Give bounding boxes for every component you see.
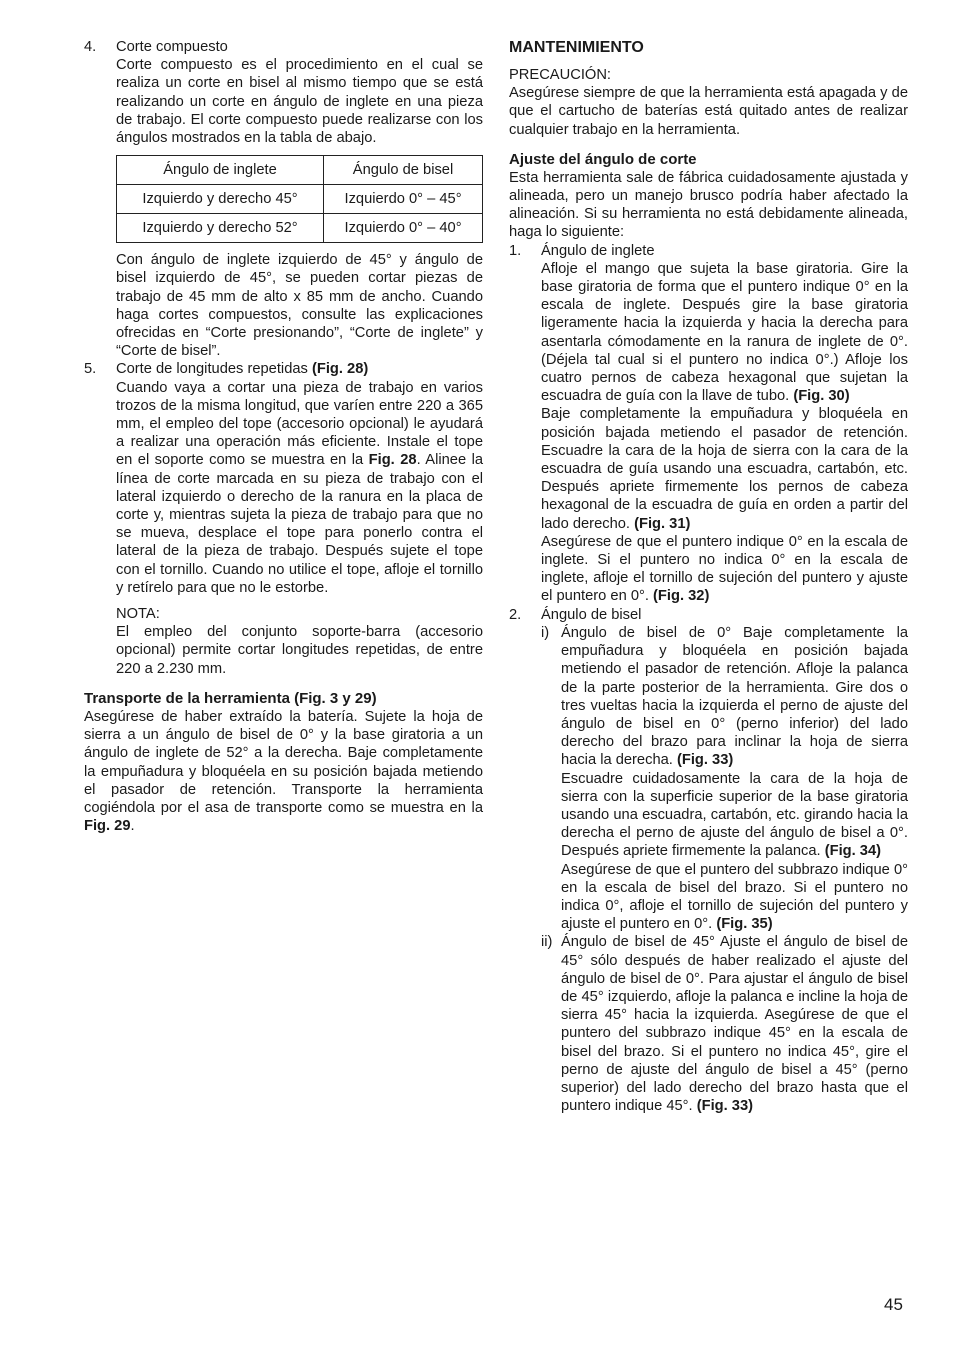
list-item-compound-cut — [84, 38, 483, 360]
item-number: 5. — [84, 361, 97, 378]
fig-ref: (Fig. 33) — [676, 752, 734, 769]
sub-item-label: ii) — [541, 934, 553, 951]
list-item-repeated-lengths — [84, 360, 483, 677]
item-title: Ángulo de bisel — [541, 606, 642, 623]
paragraph — [561, 770, 908, 861]
note-label: NOTA: — [116, 606, 160, 623]
item-title — [116, 360, 483, 378]
angle-table — [116, 155, 483, 243]
subsection-heading-cut-angle: Ajuste del ángulo de corte — [509, 150, 697, 168]
left-column — [84, 38, 483, 835]
fig-ref: (Fig. 32) — [653, 588, 710, 605]
text-run: Asegúrese de haber extraído la batería. Sujete la hoja de sierra a un ángulo de bisel de 0° y la base giratoria a un ángulo de inglete de 52° a la derecha. Baje completamente la empuñadura y bloquéela en su posición bajada metiendo el pasador de retención. Transporte la herramienta cogiéndola por el asa de transporte como se muestra en la — [84, 708, 483, 816]
page-number: 45 — [884, 1295, 903, 1314]
note-text: El empleo del conjunto soporte-barra (accesorio opcional) permite cortar longitudes repetidas, de entre 220 a 2.230 mm. — [116, 624, 483, 677]
table-cell: Izquierdo y derecho 45° — [117, 185, 324, 214]
caution-label: PRECAUCIÓN: — [509, 67, 612, 83]
section-heading-maintenance: MANTENIMIENTO — [509, 39, 644, 56]
text-run: . Alinee la línea de corte marcada en su pieza de trabajo con el lateral izquierdo o derecho de la ranura en la placa de corte y, mientras sujeta la pieza de trabajo para que no se mueva, desplace el tope para ponerlo contra el lateral de la pieza de trabajo. Después sujete el tope con el tornillo. Cuando no utilice el tope, afloje el tornillo y retírelo para que no le estorbe. — [116, 452, 484, 596]
fig-ref: (Fig. 33) — [696, 1098, 754, 1115]
caution-text: Asegúrese siempre de que la herramienta está apagada y de que el cartucho de baterías está quitado antes de realizar cualquier trabajo en la herramienta. — [509, 85, 908, 138]
text-run: Escuadre cuidadosamente la cara de la hoja de sierra con la superficie superior de la base giratoria usando una escuadra, cartabón, etc. girando hacia la derecha el perno de ajuste del ángulo de bisel a 0°. Después apriete firmemente la palanca. — [561, 770, 908, 860]
fig-ref: Fig. 28 — [368, 452, 417, 469]
paragraph — [541, 405, 908, 532]
item-title-text: Corte de longitudes repetidas — [116, 361, 312, 378]
text-run: Ángulo de bisel de 45° Ajuste el ángulo de bisel de 45° sólo después de haber realizado el ajuste del ángulo de bisel de 0°. Para ajustar el ángulo de bisel de 45° izquierdo, afloje la palanca e incline la hoja de sierra 45° hacia la izquierda. Asegúrese de que el puntero del subbrazo indique 45° en la escala de bisel del brazo. Si el puntero no indica 45°, gire el perno de ajuste del ángulo de bisel a 45° (perno superior) del lado derecho del brazo hasta que el puntero indique 45°. — [561, 934, 908, 1115]
sublist-item-bevel-0 — [541, 624, 908, 933]
paragraph: Esta herramienta sale de fábrica cuidadosamente ajustada y alineada, pero un manejo brusco podría haber afectado la alineación. Si su herramienta no está debidamente alineada, haga lo siguiente: — [509, 169, 908, 241]
item-title: Corte compuesto — [116, 39, 228, 55]
text-run: Baje completamente la empuñadura y bloquéela en posición bajada metiendo el pasador de retención. Escuadre la cara de la hoja de sierra con la cara de la escuadra de guía usando una escuadra, cartabón, etc. Después apriete firmemente los pernos de cabeza hexagonal de la escuadra de guía en orden a partir del lado derecho. — [541, 406, 908, 532]
item-number: 4. — [84, 39, 97, 55]
fig-ref: (Fig. 35) — [716, 916, 773, 933]
sub-item-label: i) — [541, 624, 550, 641]
text-run: . — [130, 818, 135, 835]
table-row — [117, 185, 483, 214]
sublist-item-bevel-45 — [541, 933, 908, 1115]
text-run: Asegúrese de que el puntero del subbrazo indique 0° en la escala de bisel del brazo. Si el puntero no indica 0°, afloje el tornillo de sujeción del puntero y ajuste el puntero en 0°. — [561, 861, 908, 933]
text-run: Afloje el mango que sujeta la base giratoria. Gire la base giratoria de forma que el puntero indique 0° en la escala de inglete. Después gire la base giratoria ligeramente hacia la izquierda y hacia la derecha para asentarla cómodamente en la ranura de inglete de 0°. (Déjela tal cual si el puntero no indica 0°.) Afloje los cuatro pernos de cabeza hexagonal que sujetan la escuadra de guía con la llave de tubo. — [541, 260, 908, 405]
text-run: Cuando vaya a cortar una pieza de trabajo en varios trozos de la misma longitud, que varíen entre 220 a 365 mm, el empleo del tope (accesorio opcional) le ayudará a realizar una operación más eficiente. Instale el tope en el soporte como se muestra en la — [116, 379, 483, 469]
section-heading-transport: Transporte de la herramienta (Fig. 3 y 29) — [84, 689, 377, 707]
table-row — [117, 214, 483, 243]
paragraph — [116, 379, 483, 597]
table-cell: Izquierdo 0° – 45° — [324, 185, 483, 214]
item-number: 2. — [509, 606, 522, 623]
item-title: Ángulo de inglete — [541, 242, 655, 259]
text-run: Asegúrese de que el puntero indique 0° en la escala de inglete. Si el puntero no indica 0° en la escala de inglete, afloje el tornillo de sujeción del puntero y ajuste el puntero en 0°. — [541, 533, 908, 605]
fig-ref: (Fig. 28) — [311, 361, 369, 378]
fig-ref: (Fig. 30) — [793, 388, 850, 405]
fig-ref: (Fig. 31) — [634, 515, 691, 532]
paragraph — [84, 708, 483, 835]
fig-ref: (Fig. 34) — [824, 843, 882, 860]
fig-ref: Fig. 29 — [84, 818, 131, 835]
paragraph: Con ángulo de inglete izquierdo de 45° y ángulo de bisel izquierdo de 45°, se pueden cortar piezas de trabajo de 45 mm de alto x 85 mm de ancho. Cuando haga cortes compuestos, consulte las explicaciones ofrecidas en “Corte presionando”, “Corte de inglete” y “Corte de bisel”. — [116, 252, 483, 360]
paragraph: Corte compuesto es el procedimiento en el cual se realiza un corte en bisel al mismo tiempo que se está realizando un corte en ángulo de inglete en una pieza de trabajo. El corte compuesto puede realizarse con los ángulos mostrados en la tabla de abajo. — [116, 57, 483, 147]
table-header-cell: Ángulo de inglete — [117, 156, 324, 185]
table-header-cell: Ángulo de bisel — [324, 156, 483, 185]
paragraph — [541, 533, 908, 606]
paragraph — [561, 861, 908, 934]
table-cell: Izquierdo y derecho 52° — [117, 214, 324, 243]
item-number: 1. — [509, 242, 522, 259]
list-item-bevel-angle — [509, 606, 908, 1116]
table-header-row — [117, 156, 483, 185]
right-column — [509, 38, 908, 1115]
list-item-miter-angle — [509, 242, 908, 606]
table-cell: Izquierdo 0° – 40° — [324, 214, 483, 243]
paragraph — [541, 260, 908, 406]
paragraph — [561, 624, 908, 770]
text-run: Ángulo de bisel de 0° Baje completamente la empuñadura y bloquéela en posición bajada metiendo el pasador de retención. Afloje la palanca de la parte posterior de la herramienta. Gire dos o tres vueltas hacia la izquierda el perno de ajuste del ángulo de bisel en 0° (perno inferior) del lado derecho del brazo para inclinar la hoja de sierra hacia la derecha. — [561, 624, 908, 769]
paragraph — [561, 933, 908, 1115]
